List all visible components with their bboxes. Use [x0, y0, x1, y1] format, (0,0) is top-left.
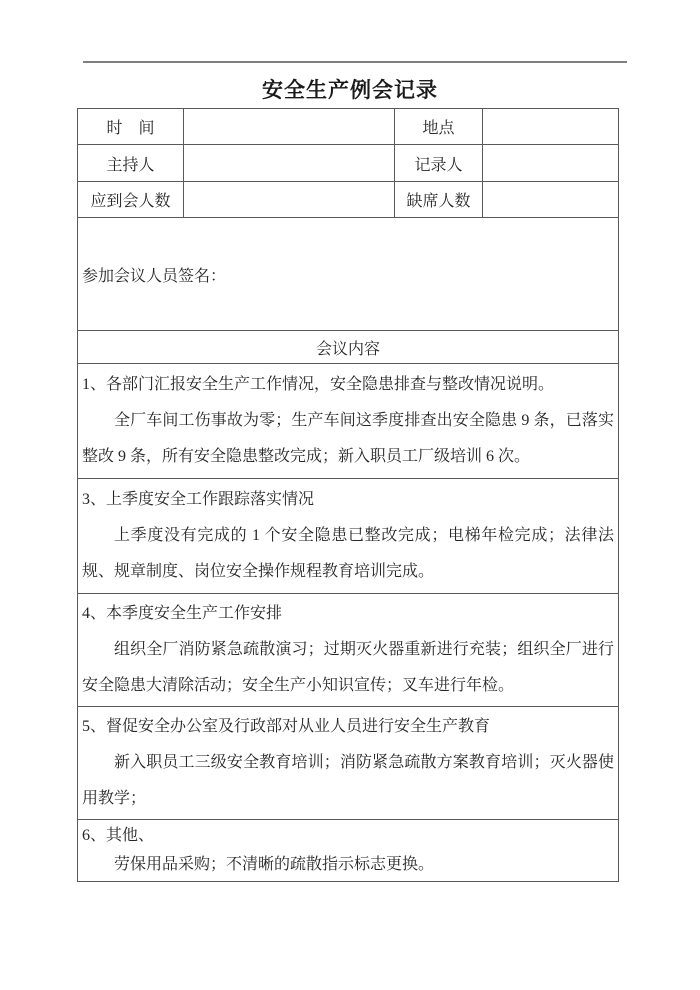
section-6-body: 劳保用品采购；不清晰的疏散指示标志更换。 — [114, 856, 435, 873]
table-row — [78, 145, 619, 182]
table-row — [78, 331, 619, 364]
expected-attendance-label: 应到会人数 — [78, 182, 184, 218]
section-5-heading: 5、督促安全办公室及行政部对从业人员进行安全生产教育 — [82, 718, 491, 735]
attendee-signature-cell: 参加会议人员签名： — [78, 218, 619, 331]
section-3-body: 上季度没有完成的 1 个安全隐患已整改完成；电梯年检完成；法律法规、规章制度、岗位安全操作规程教育培训完成。 — [82, 527, 614, 580]
section-4-body: 组织全厂消防紧急疏散演习；过期灭火器重新进行充装；组织全厂进行安全隐患大清除活动；安全生产小知识宣传；叉车进行年检。 — [82, 641, 614, 694]
content-section-5 — [78, 707, 619, 820]
recorder-value — [483, 145, 619, 182]
content-section-6 — [78, 820, 619, 882]
time-label: 时 间 — [78, 109, 184, 145]
host-label: 主持人 — [78, 145, 184, 182]
location-label: 地点 — [395, 109, 483, 145]
content-section-1 — [78, 364, 619, 479]
host-value — [184, 145, 395, 182]
page-title: 安全生产例会记录 — [262, 78, 438, 102]
location-value — [483, 109, 619, 145]
table-row — [78, 479, 619, 594]
section-3-heading: 3、上季度安全工作跟踪落实情况 — [82, 491, 315, 508]
header-divider — [83, 61, 627, 63]
content-section-3 — [78, 479, 619, 594]
absent-count-value — [483, 182, 619, 218]
absent-count-label: 缺席人数 — [395, 182, 483, 218]
recorder-label: 记录人 — [395, 145, 483, 182]
table-row — [78, 364, 619, 479]
time-value — [184, 109, 395, 145]
table-row — [78, 218, 619, 331]
meeting-record-table — [77, 108, 619, 882]
table-row — [78, 182, 619, 218]
table-row — [78, 707, 619, 820]
meeting-content-header: 会议内容 — [78, 331, 619, 364]
section-1-heading: 1、各部门汇报安全生产工作情况，安全隐患排查与整改情况说明。 — [82, 376, 555, 393]
section-4-heading: 4、本季度安全生产工作安排 — [82, 605, 283, 622]
section-5-body: 新入职员工三级安全教育培训；消防紧急疏散方案教育培训；灭火器使用教学； — [82, 754, 614, 807]
table-row — [78, 109, 619, 145]
expected-attendance-value — [184, 182, 395, 218]
table-row — [78, 594, 619, 707]
content-section-4 — [78, 594, 619, 707]
table-row — [78, 820, 619, 882]
section-1-body: 全厂车间工伤事故为零；生产车间这季度排查出安全隐患 9 条，已落实整改 9 条，所有安全隐患整改完成；新入职员工厂级培训 6 次。 — [82, 412, 614, 465]
section-6-heading: 6、其他、 — [82, 827, 155, 844]
